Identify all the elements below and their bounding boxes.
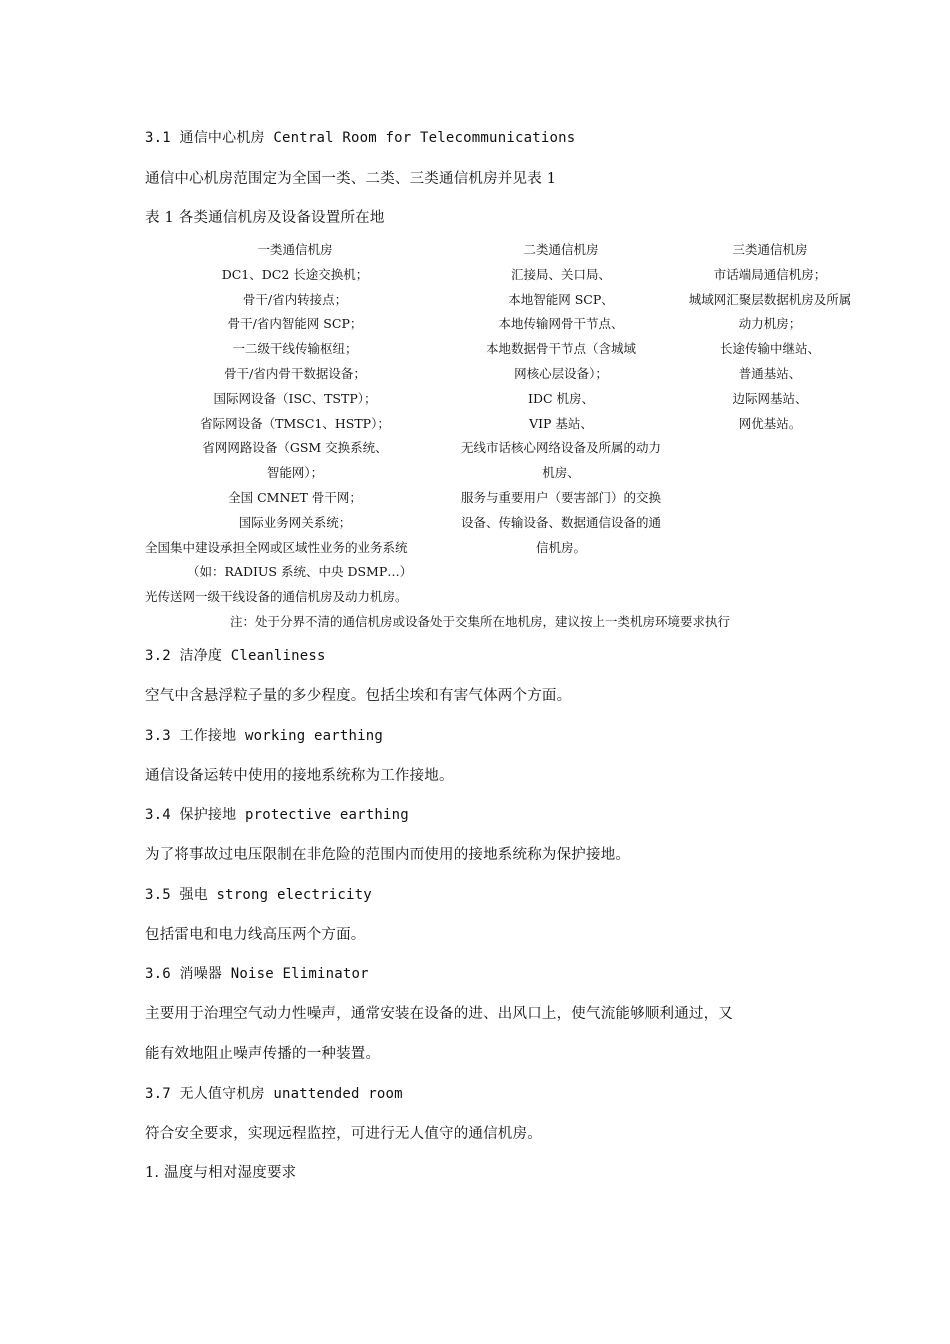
section-text-3-1: 通信中心机房范围定为全国一类、二类、三类通信机房并见表 1 [145, 171, 557, 187]
table-cell: 光传送网一级干线设备的通信机房及动力机房。 [145, 589, 408, 605]
section-heading-3-2: 3.2 洁净度 Cleanliness [145, 648, 326, 664]
table-cell: 本地数据骨干节点（含城域 [485, 341, 636, 357]
section-text-3-3: 通信设备运转中使用的接地系统称为工作接地。 [145, 768, 454, 784]
table-cell: 国际业务网关系统； [238, 514, 352, 530]
section-heading-3-5: 3.5 强电 strong electricity [145, 887, 372, 903]
section-heading-3-7: 3.7 无人值守机房 unattended room [145, 1086, 403, 1102]
table-cell: 一二级干线传输枢纽； [232, 341, 358, 357]
section-heading-3-4: 3.4 保护接地 protective earthing [145, 807, 409, 823]
table-cell: IDC 机房、 [528, 390, 594, 406]
section-text-3-5: 包括雷电和电力线高压两个方面。 [145, 927, 366, 943]
table-cell: 骨干/省内骨干数据设备； [224, 365, 366, 381]
table-cell: 服务与重要用户（要害部门）的交换 [460, 489, 661, 505]
table-cell: 汇接局、关口局、 [510, 266, 611, 282]
numbered-item-1: 1. 温度与相对湿度要求 [145, 1165, 297, 1181]
section-heading-3-1: 3.1 通信中心机房 Central Room for Telecommunications [145, 130, 576, 146]
table-cell: 边际网基站、 [732, 390, 808, 406]
table-cell: 一类通信机房 [257, 242, 333, 257]
table-column-class2 [445, 238, 677, 560]
section-text-3-6-line2: 能有效地阻止噪声传播的一种装置。 [145, 1046, 381, 1062]
table-cell: 无线市话核心网络设备及所属的动力 [460, 440, 661, 456]
table-cell: 长途传输中继站、 [719, 341, 820, 357]
table-cell: 动力机房； [738, 316, 802, 332]
table-cell: 城域网汇聚层数据机房及所属 [688, 291, 852, 307]
table-cell: 本地传输网骨干节点、 [498, 316, 624, 332]
table-cell: 省网网路设备（GSM 交换系统、 [202, 440, 388, 456]
section-text-3-7: 符合安全要求，实现远程监控，可进行无人值守的通信机房。 [145, 1126, 542, 1142]
table-cell: 信机房。 [535, 539, 586, 555]
table-cell: 网优基站。 [738, 415, 802, 431]
table-cell: （如：RADIUS 系统、中央 DSMP…） [187, 564, 413, 580]
section-text-3-6-line1: 主要用于治理空气动力性噪声，通常安装在设备的进、出风口上，使气流能够顺利通过，又 [145, 1006, 733, 1022]
table-column-class3 [670, 238, 870, 436]
table-cell: VIP 基站、 [529, 415, 593, 431]
table-cell: 全国 CMNET 骨干网； [228, 489, 362, 505]
section-heading-3-6: 3.6 消噪器 Noise Eliminator [145, 966, 369, 982]
table-cell: 机房、 [542, 465, 580, 481]
table-cell: 本地智能网 SCP、 [508, 291, 614, 307]
table-cell: 全国集中建设承担全网或区域性业务的业务系统 [145, 539, 408, 555]
table-cell: 网核心层设备）； [514, 365, 608, 381]
table-cell: 国际网设备（ISC、TSTP）； [213, 390, 377, 406]
table-cell: 设备、传输设备、数据通信设备的通 [460, 514, 661, 530]
table-cell: 省际网设备（TMSC1、HSTP）； [200, 415, 390, 431]
table-note: 注：处于分界不清的通信机房或设备处于交集所在地机房，建议按上一类机房环境要求执行 [230, 614, 731, 629]
table-cell: 市话端局通信机房； [713, 266, 827, 282]
table-cell: DC1、DC2 长途交换机； [221, 266, 369, 282]
table-cell: 三类通信机房 [732, 242, 808, 257]
table-column-class1 [145, 238, 445, 610]
table-cell: 骨干/省内智能网 SCP； [227, 316, 363, 332]
table-cell: 骨干/省内转接点； [242, 291, 348, 307]
section-heading-3-3: 3.3 工作接地 working earthing [145, 728, 384, 744]
section-text-3-2: 空气中含悬浮粒子量的多少程度。包括尘埃和有害气体两个方面。 [145, 688, 572, 704]
table-cell: 二类通信机房 [523, 242, 599, 257]
table-caption: 表 1 各类通信机房及设备设置所在地 [145, 210, 385, 226]
section-text-3-4: 为了将事故过电压限制在非危险的范围内而使用的接地系统称为保护接地。 [145, 847, 631, 863]
table-cell: 智能网）； [266, 465, 324, 481]
table-cell: 普通基站、 [738, 365, 802, 381]
